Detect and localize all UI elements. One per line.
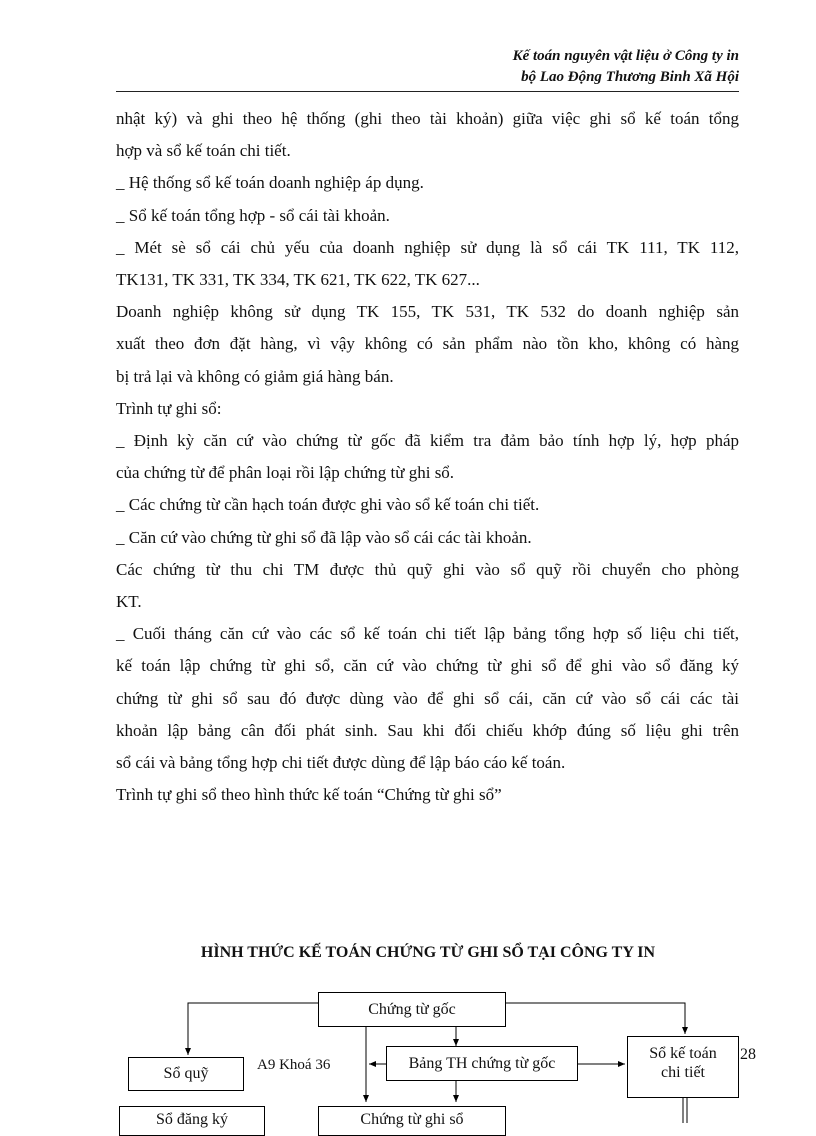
body-line: KT. <box>116 592 142 612</box>
body-line: _ Các chứng từ cần hạch toán được ghi vào sổ kế toán chi tiết. <box>116 495 540 515</box>
box-bang-th-chung-tu-goc: Bảng TH chứng từ gốc <box>386 1046 578 1081</box>
body-line: chứng từ ghi sổ sau đó được dùng vào để ghi sổ cái, căn cứ vào sổ cái các tài <box>116 688 739 708</box>
box-so-quy: Sổ quỹ <box>128 1057 244 1091</box>
diagram-title: HÌNH THỨC KẾ TOÁN CHỨNG TỪ GHI SỔ TẠI CÔNG TY IN <box>200 944 656 961</box>
footer-class: A9 Khoá 36 <box>257 1057 331 1073</box>
body-line: _ Căn cứ vào chứng từ ghi sổ đã lập vào sổ cái các tài khoản. <box>116 527 532 547</box>
body-line: _ Mét sè sổ cái chủ yếu của doanh nghiệp sử dụng là sổ cái TK 111, TK 112, <box>116 237 739 257</box>
body-line: bị trả lại và không có giảm giá hàng bán. <box>116 366 394 386</box>
body-line: _ Cuối tháng căn cứ vào các sổ kế toán chi tiết lập bảng tổng hợp số liệu chi tiết, <box>116 624 739 644</box>
body-line: sổ cái và bảng tổng hợp chi tiết được dùng để lập báo cáo kế toán. <box>116 753 566 773</box>
box-chung-tu-goc: Chứng từ gốc <box>318 992 506 1027</box>
body-line: Trình tự ghi sổ theo hình thức kế toán “Chứng từ ghi sổ” <box>116 785 502 805</box>
header-line-1: Kế toán nguyên vật liệu ở Công ty in <box>512 48 739 64</box>
body-line: Doanh nghiệp không sử dụng TK 155, TK 531, TK 532 do doanh nghiệp sản <box>116 302 739 322</box>
body-line: Các chứng từ thu chi TM được thủ quỹ ghi vào sổ quỹ rồi chuyển cho phòng <box>116 559 739 579</box>
body-line: của chứng từ để phân loại rồi lập chứng từ ghi sổ. <box>116 463 455 483</box>
body-line: Trình tự ghi sổ: <box>116 398 222 418</box>
body-line: kế toán lập chứng từ ghi sổ, căn cứ vào chứng từ ghi sổ để ghi vào sổ đăng ký <box>116 656 739 676</box>
box-so-dang-ky: Sổ đăng ký <box>119 1106 265 1136</box>
body-line: _ Định kỳ căn cứ vào chứng từ gốc đã kiểm tra đảm bảo tính hợp lý, hợp pháp <box>116 431 739 451</box>
body-line: khoản lập bảng cân đối phát sinh. Sau khi đối chiếu khớp đúng số liệu ghi trên <box>116 720 739 740</box>
body-line: _ Hệ thống sổ kế toán doanh nghiệp áp dụng. <box>116 173 424 193</box>
box-chung-tu-ghi-so: Chứng từ ghi sổ <box>318 1106 506 1136</box>
body-line: _ Sổ kế toán tổng hợp - sổ cái tài khoản. <box>116 205 390 225</box>
box-so-ke-toan-chi-tiet: Sổ kế toán chi tiết <box>627 1036 739 1098</box>
connector-to-so-quy <box>188 1003 318 1055</box>
connector-to-so-ke-toan <box>506 1003 685 1034</box>
body-line: xuất theo đơn đặt hàng, vì vậy không có sản phẩm nào tồn kho, không có hàng <box>116 334 739 354</box>
page-number: 28 <box>740 1046 756 1063</box>
body-line: TK131, TK 331, TK 334, TK 621, TK 622, TK 627... <box>116 270 480 290</box>
body-line: hợp và sổ kế toán chi tiết. <box>116 141 291 161</box>
header-line-2: bộ Lao Động Thương Binh Xã Hội <box>521 69 739 85</box>
body-line: nhật ký) và ghi theo hệ thống (ghi theo tài khoản) giữa việc ghi sổ kế toán tổng <box>116 109 739 128</box>
